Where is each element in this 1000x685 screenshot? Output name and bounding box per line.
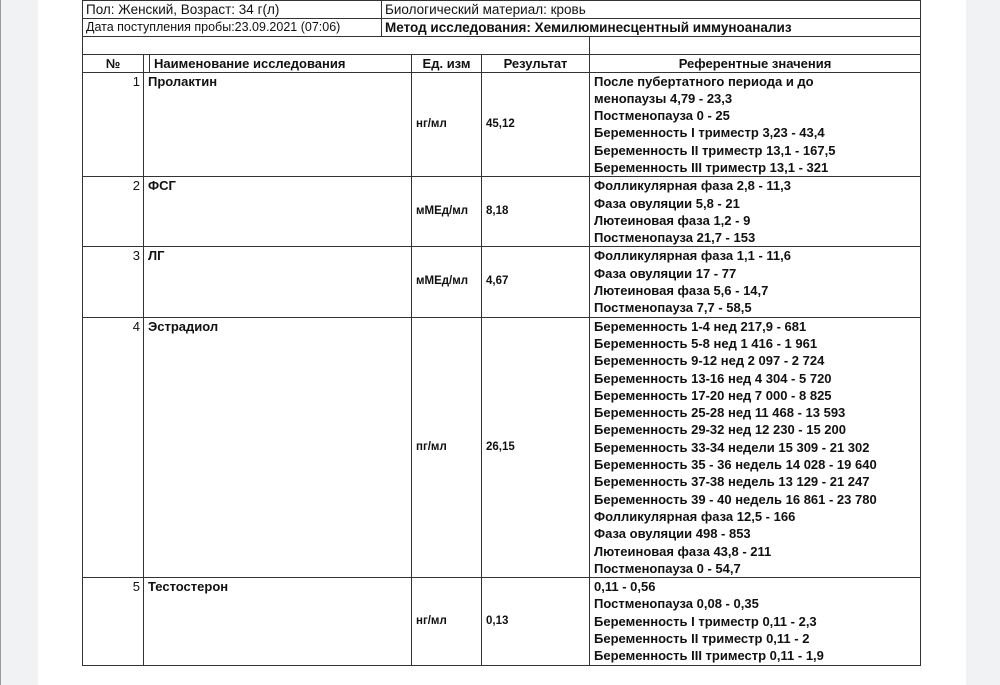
test-unit: мМЕд/мл (412, 177, 482, 247)
reference-values (590, 247, 921, 317)
test-name: ФСГ (144, 177, 412, 247)
reference-line: Беременность 39 - 40 недель 16 861 - 23 780 (594, 491, 877, 507)
row-number: 2 (83, 177, 144, 247)
header-ref: Референтные значения (590, 54, 921, 72)
header-unit: Ед. изм (412, 54, 482, 72)
reference-values (590, 578, 921, 665)
reference-line: После пубертатного периода и до (594, 73, 814, 89)
reference-values (590, 317, 921, 577)
reference-line: Беременность 37-38 недель 13 129 - 21 247 (594, 474, 870, 490)
test-result: 8,18 (482, 177, 590, 247)
table-row (83, 578, 921, 665)
reference-values (590, 177, 921, 247)
reference-line: Постменопауза 7,7 - 58,5 (594, 300, 752, 316)
row-number: 4 (83, 317, 144, 577)
test-name: Эстрадиол (144, 317, 412, 577)
test-method: Метод исследования: Хемилюминесцентный иммуноанализ (382, 19, 921, 37)
reference-line: Беременность 33-34 недели 15 309 - 21 302 (594, 439, 870, 455)
lab-report (82, 0, 920, 666)
table-row (83, 317, 921, 577)
reference-line: Беременность 1-4 нед 217,9 - 681 (594, 318, 807, 334)
reference-line: Беременность III триместр 13,1 - 321 (594, 159, 829, 175)
viewer-left-margin (0, 0, 38, 685)
reference-line: менопаузы 4,79 - 23,3 (594, 90, 733, 106)
reference-line: Беременность 9-12 нед 2 097 - 2 724 (594, 353, 825, 369)
reference-line: Беременность 35 - 36 недель 14 028 - 19 640 (594, 457, 877, 473)
sample-date: Дата поступления пробы:23.09.2021 (07:06) (83, 19, 382, 37)
reference-line: Фолликулярная фаза 2,8 - 11,3 (594, 178, 791, 194)
reference-line: Беременность I триместр 0,11 - 2,3 (594, 613, 817, 629)
reference-line: Беременность 25-28 нед 11 468 - 13 593 (594, 405, 846, 421)
header-result: Результат (482, 54, 590, 72)
reference-line: Беременность 5-8 нед 1 416 - 1 961 (594, 335, 818, 351)
row-number: 1 (83, 72, 144, 177)
reference-line: Лютеиновая фаза 43,8 - 211 (594, 543, 772, 559)
test-unit: мМЕд/мл (412, 247, 482, 317)
reference-line: Фаза овуляции 498 - 853 (594, 526, 751, 542)
reference-line: Постменопауза 0 - 54,7 (594, 560, 741, 576)
reference-line: Беременность II триместр 0,11 - 2 (594, 631, 810, 646)
test-unit: нг/мл (412, 578, 482, 665)
table-header (83, 54, 921, 72)
header-name: Наименование исследования (150, 54, 412, 72)
reference-line: Беременность III триместр 0,11 - 1,9 (594, 648, 824, 664)
reference-line: Беременность 13-16 нед 4 304 - 5 720 (594, 370, 832, 386)
document-page (38, 0, 966, 685)
test-unit: нг/мл (412, 72, 482, 177)
biomaterial: Биологический материал: кровь (382, 1, 921, 19)
reference-line: Беременность I триместр 3,23 - 43,4 (594, 125, 825, 141)
reference-line: Беременность II триместр 13,1 - 167,5 (594, 142, 836, 158)
table-row (83, 72, 921, 177)
reference-line: Беременность 29-32 нед 12 230 - 15 200 (594, 422, 846, 438)
test-result: 0,13 (482, 578, 590, 665)
table-row (83, 177, 921, 247)
reference-line: Постменопауза 0 - 25 (594, 108, 730, 124)
blank-row (83, 36, 921, 54)
reference-line: Постменопауза 21,7 - 153 (594, 230, 756, 246)
reference-line: Лютеиновая фаза 5,6 - 14,7 (594, 283, 769, 299)
reference-line: Фолликулярная фаза 1,1 - 11,6 (594, 248, 791, 264)
row-number: 5 (83, 578, 144, 665)
reference-line: Лютеиновая фаза 1,2 - 9 (594, 212, 751, 228)
viewer-right-margin (966, 0, 1000, 685)
test-result: 4,67 (482, 247, 590, 317)
test-unit: пг/мл (412, 317, 482, 577)
reference-line: Фаза овуляции 17 - 77 (594, 265, 737, 281)
header-num: № (83, 54, 144, 72)
test-result: 26,15 (482, 317, 590, 577)
reference-line: Беременность 17-20 нед 7 000 - 8 825 (594, 387, 832, 403)
results-table (82, 36, 921, 666)
reference-line: Фаза овуляции 5,8 - 21 (594, 195, 740, 211)
reference-line: 0,11 - 0,56 (594, 579, 656, 595)
test-name: ЛГ (144, 247, 412, 317)
test-name: Тестостерон (144, 578, 412, 665)
table-row (83, 247, 921, 317)
reference-line: Фолликулярная фаза 12,5 - 166 (594, 508, 796, 524)
patient-info-table (82, 0, 921, 37)
test-name: Пролактин (144, 72, 412, 177)
test-result: 45,12 (482, 72, 590, 177)
reference-values (590, 72, 921, 177)
patient-sex-age: Пол: Женский, Возраст: 34 г(л) (83, 1, 382, 19)
row-number: 3 (83, 247, 144, 317)
reference-line: Постменопауза 0,08 - 0,35 (594, 596, 759, 612)
